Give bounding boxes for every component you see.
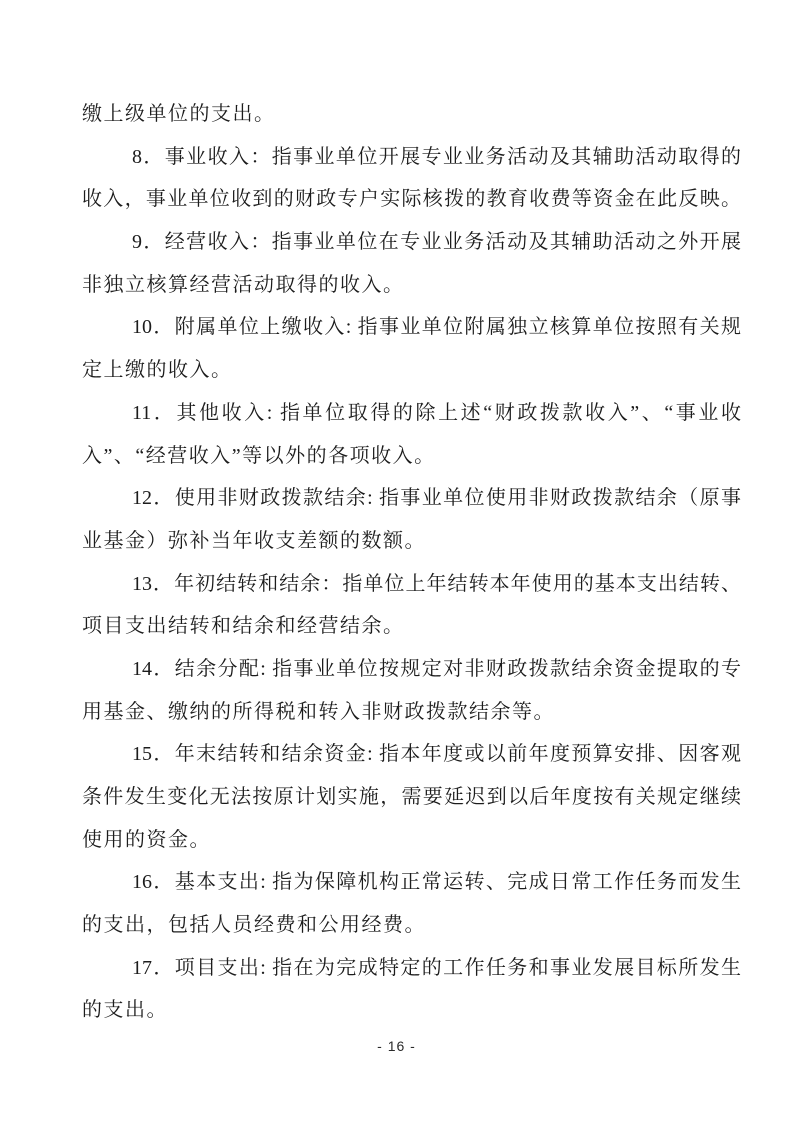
text-line: 定上缴的收入。 [82, 359, 233, 382]
text-line: 业基金）弥补当年收支差额的数额。 [82, 529, 426, 552]
text-line: 15．年末结转和结余资金: 指本年度或以前年度预算安排、因客观 [132, 743, 741, 766]
text-line: 入”、“经营收入”等以外的各项收入。 [82, 444, 436, 467]
page-number: - 16 - [377, 1038, 416, 1054]
text-line: 项目支出结转和结余和经营结余。 [82, 615, 405, 638]
text-line: 12．使用非财政拨款结余: 指事业单位使用非财政拨款结余（原事 [132, 487, 741, 510]
document-body [82, 93, 741, 1032]
text-line: 收入，事业单位收到的财政专户实际核拨的教育收费等资金在此反映。 [82, 188, 741, 211]
text-line: 10．附属单位上缴收入: 指事业单位附属独立核算单位按照有关规 [132, 316, 741, 339]
text-line: 13．年初结转和结余：指单位上年结转本年使用的基本支出结转、 [132, 572, 741, 595]
text-line: 16．基本支出: 指为保障机构正常运转、完成日常工作任务而发生 [132, 871, 741, 894]
text-line: 11．其他收入: 指单位取得的除上述“财政拨款收入”、“事业收 [132, 401, 741, 424]
text-line: 条件发生变化无法按原计划实施，需要延迟到以后年度按有关规定继续 [82, 786, 741, 808]
text-line: 的支出。 [82, 999, 168, 1022]
text-line: 8．事业收入：指事业单位开展专业业务活动及其辅助活动取得的 [132, 145, 741, 168]
text-line: 17．项目支出: 指在为完成特定的工作任务和事业发展目标所发生 [132, 956, 741, 979]
text-line: 用基金、缴纳的所得税和转入非财政拨款结余等。 [82, 700, 555, 723]
text-line: 的支出，包括人员经费和公用经费。 [82, 914, 426, 937]
text-line: 非独立核算经营活动取得的收入。 [82, 273, 405, 296]
text-line: 14．结余分配: 指事业单位按规定对非财政拨款结余资金提取的专 [132, 657, 741, 680]
text-line: 使用的资金。 [82, 828, 211, 851]
text-line: 缴上级单位的支出。 [82, 103, 276, 125]
text-line: 9．经营收入：指事业单位在专业业务活动及其辅助活动之外开展 [132, 231, 741, 254]
